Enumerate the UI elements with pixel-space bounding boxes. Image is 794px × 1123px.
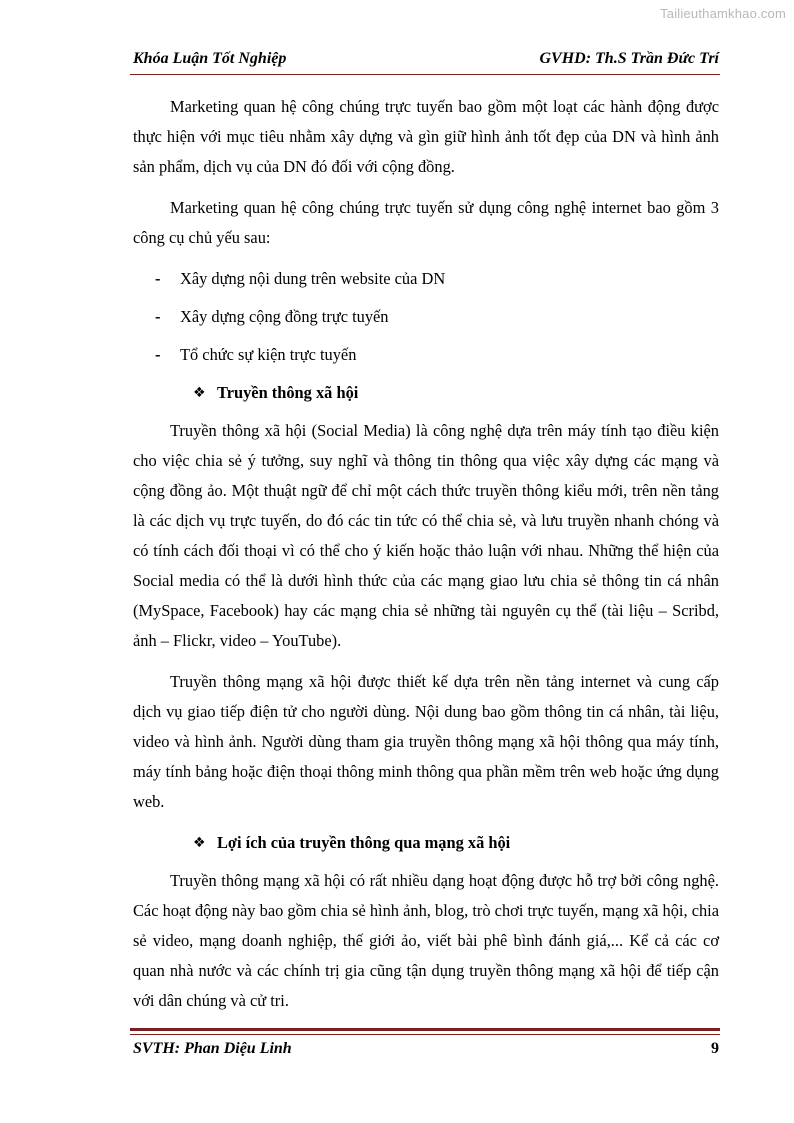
list-item xyxy=(133,264,719,294)
paragraph-pr-definition: Marketing quan hệ công chúng trực tuyến bao gồm một loạt các hành động được thực hiện với mục tiêu nhằm xây dựng và gìn giữ hình ảnh tốt đẹp của DN và hình ảnh sản phẩm, dịch vụ của DN đó đối với cộng đồng. xyxy=(133,97,719,176)
section-heading-benefits xyxy=(133,828,719,858)
diamond-bullet-icon: ❖ xyxy=(193,835,206,851)
paragraph-pr-tools: Marketing quan hệ công chúng trực tuyến sử dụng công nghệ internet bao gồm 3 công cụ chủ yếu sau: xyxy=(133,198,719,247)
page-body xyxy=(133,92,719,1027)
header-thesis-title: Khóa Luận Tốt Nghiệp xyxy=(133,50,287,67)
bullet-dash: - xyxy=(155,307,161,326)
page-header xyxy=(133,48,719,72)
paragraph-social-media-platform: Truyền thông mạng xã hội được thiết kế dựa trên nền tảng internet và cung cấp dịch vụ giao tiếp điện tử cho người dùng. Nội dung bao gồm thông tin cá nhân, tài liệu, video và hình ảnh. Người dùng tham gia truyền thông mạng xã hội thông qua máy tính, máy tính bảng hoặc điện thoại thông minh thông qua phần mềm trên web hoặc ứng dụng web. xyxy=(133,672,719,811)
list-item-text: Xây dựng nội dung trên website của DN xyxy=(180,269,446,288)
heading-text: Truyền thông xã hội xyxy=(217,383,359,402)
page-number: 9 xyxy=(711,1040,719,1057)
list-item xyxy=(133,302,719,332)
footer-divider-thin xyxy=(130,1034,720,1035)
list-item-text: Xây dựng cộng đồng trực tuyến xyxy=(180,307,389,326)
paragraph-social-media-definition: Truyền thông xã hội (Social Media) là công nghệ dựa trên máy tính tạo điều kiện cho việc chia sẻ ý tưởng, suy nghĩ và thông tin thông qua việc xây dựng các mạng và cộng đồng ảo. Một thuật ngữ để chỉ một cách thức truyền thông kiểu mới, trên nền tảng là các dịch vụ trực tuyến, do đó các tin tức có thể chia sẻ, và lưu truyền nhanh chóng và có tính cách đối thoại vì có thể cho ý kiến hoặc thảo luận với nhau. Những thể hiện của Social media có thể là dưới hình thức của các mạng giao lưu chia sẻ thông tin cá nhân (MySpace, Facebook) hay các mạng chia sẻ những tài nguyên cụ thể (tài liệu – Scribd, ảnh – Flickr, video – YouTube). xyxy=(133,421,719,650)
list-item-text: Tổ chức sự kiện trực tuyến xyxy=(180,345,357,364)
section-heading-social-media xyxy=(133,378,719,408)
bullet-dash: - xyxy=(155,269,161,288)
header-supervisor: GVHD: Th.S Trần Đức Trí xyxy=(539,50,719,67)
footer-student-name: SVTH: Phan Diệu Linh xyxy=(133,1040,292,1057)
heading-text: Lợi ích của truyền thông qua mạng xã hội xyxy=(217,833,511,852)
list-item xyxy=(133,340,719,370)
page-footer xyxy=(133,1040,719,1064)
paragraph-benefits: Truyền thông mạng xã hội có rất nhiều dạng hoạt động được hỗ trợ bởi công nghệ. Các hoạt động này bao gồm chia sẻ hình ảnh, blog, trò chơi trực tuyến, mạng xã hội, chia sẻ video, mạng doanh nghiệp, thế giới ảo, viết bài phê bình đánh giá,... Kể cả các cơ quan nhà nước và các chính trị gia cũng tận dụng truyền thông mạng xã hội để tiếp cận với dân chúng và cử tri. xyxy=(133,871,719,1010)
header-divider xyxy=(130,74,720,75)
footer-divider-thick xyxy=(130,1028,720,1031)
diamond-bullet-icon: ❖ xyxy=(193,385,206,401)
watermark: Tailieuthamkhao.com xyxy=(660,6,786,21)
bullet-dash: - xyxy=(155,345,161,364)
